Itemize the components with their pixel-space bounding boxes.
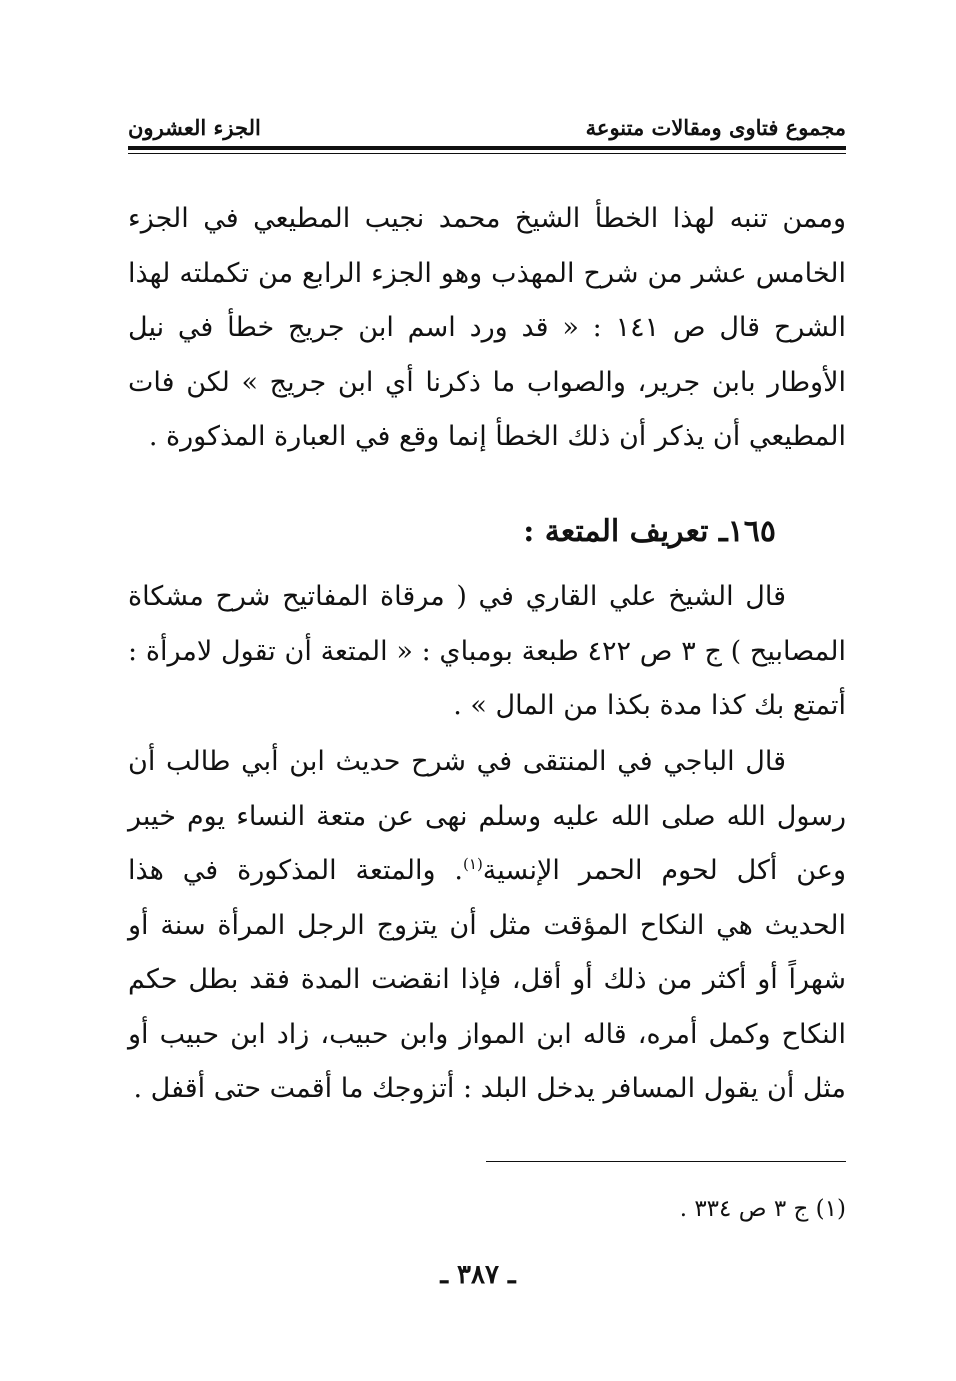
- paragraph-3-text-b: . والمتعة المذكورة في هذا الحديث هي النكاح المؤقت مثل أن يتزوج الرجل المرأة سنة أو شهراً أو أكثر من ذلك أو أقل، فإذا انقضت المدة فقد بطل حكم النكاح وكمل أمره، قاله ابن المواز وابن حبيب، زاد ابن حبيب أو مثل أن يقول المسافر يدخل البلد : أتزوجك ما أقمت حتى أقفل .: [128, 855, 846, 1104]
- paragraph-2: قال الشيخ علي القاري في ( مرقاة المفاتيح شرح مشكاة المصابيح ) ج ٣ ص ٤٢٢ طبعة بومباي : « المتعة أن تقول لامرأة : أتمتع بك كذا مدة بكذا من المال » .: [128, 581, 846, 721]
- paragraph-3: [128, 735, 846, 1117]
- volume-label: الجزء العشرون: [128, 115, 261, 140]
- running-header: [128, 100, 846, 140]
- footnote-rule: [486, 1161, 846, 1162]
- footnote-text: ج ٣ ص ٣٣٤ .: [679, 1196, 809, 1222]
- section-heading: ١٦٥ـ تعريف المتعة :: [523, 514, 776, 549]
- footnote-marker: (١): [815, 1196, 846, 1222]
- paragraph-1: وممن تنبه لهذا الخطأ الشيخ محمد نجيب المطيعي في الجزء الخامس عشر من شرح المهذب وهو الجزء الرابع من تكملته لهذا الشرح قال ص ١٤١ : « قد ورد اسم ابن جريج خطأ في نيل الأوطار بابن جرير، والصواب ما ذكرنا أي ابن جريج » لكن فات المطيعي أن يذكر أن ذلك الخطأ إنما وقع في العبارة المذكورة .: [128, 203, 847, 452]
- footnote: [680, 1196, 846, 1222]
- book-title: مجموع فتاوى ومقالات متنوعة: [585, 115, 846, 140]
- header-rule-thin: [128, 153, 846, 154]
- paragraph-3-text-a: قال الباجي في المنتقى في شرح حديث ابن أبي طالب أن رسول الله صلى الله عليه وسلم نهى عن متعة النساء يوم خيبر وعن أكل لحوم الحمر الإنسية: [128, 746, 846, 886]
- footnote-reference: (١): [463, 855, 483, 873]
- header-rule-thick: [128, 146, 846, 150]
- page-number: ـ ٣٨٧ ـ: [440, 1260, 516, 1290]
